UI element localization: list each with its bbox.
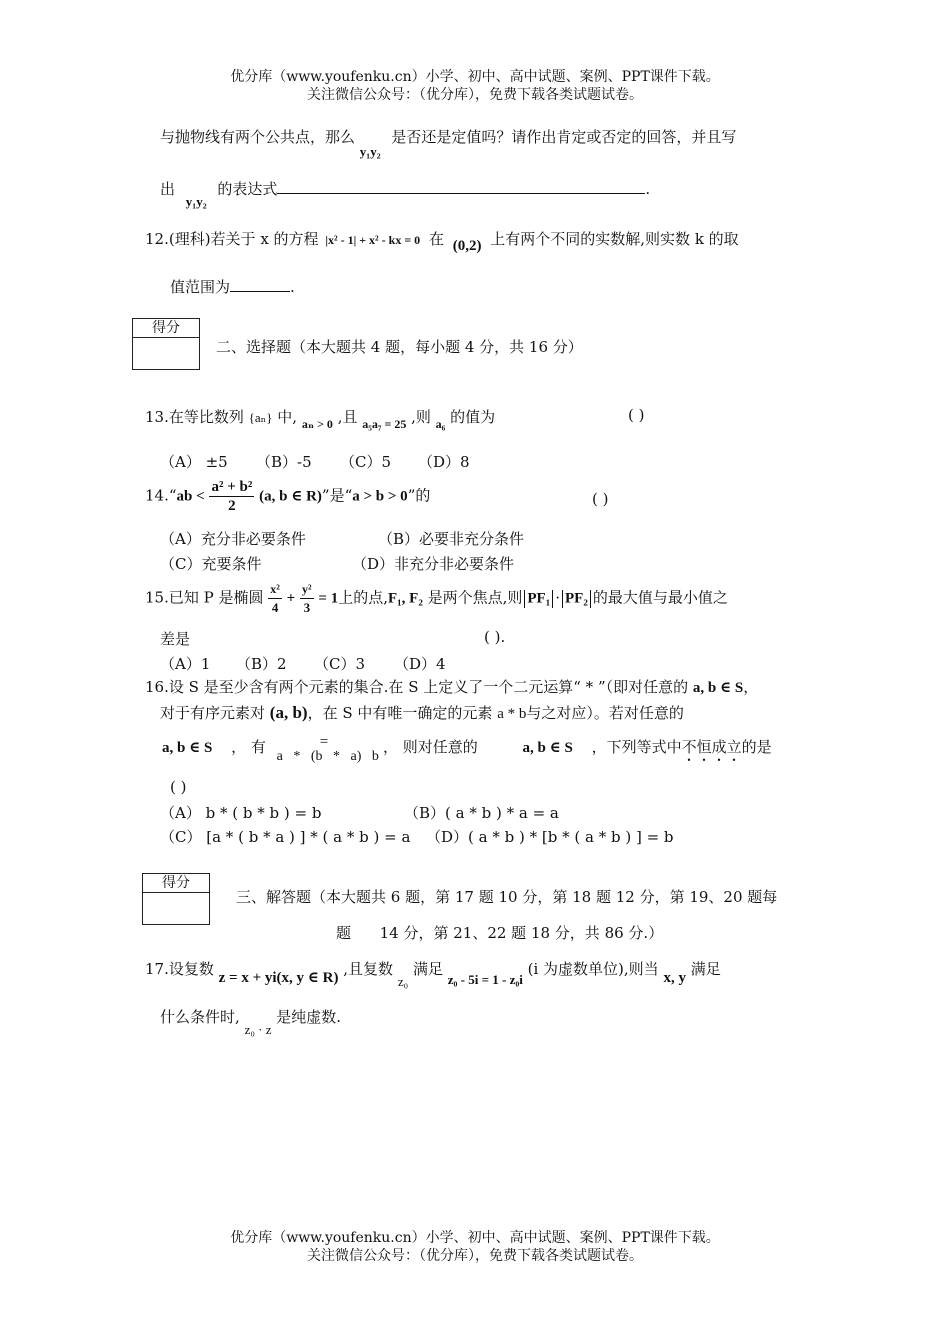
section2-title: 二、选择题（本大题共 4 题，每小题 4 分，共 16 分） — [216, 338, 583, 356]
q17-product: z₀ · z — [244, 1022, 272, 1037]
q16-l2-text: 对于有序元素对 — [160, 704, 266, 722]
q15-option-b[interactable]: （B）2 — [236, 655, 287, 673]
q16-l1-math: a, b ∈ S — [692, 680, 744, 696]
q12-equation: |x² - 1| + x² - kx = 0 — [325, 233, 421, 247]
q16-l2-op: a * b — [497, 706, 527, 722]
q14-stem — [145, 478, 430, 515]
q17-cond: z₀ - 5i = 1 - z₀i — [447, 972, 523, 987]
q17-equation: z = x + yi(x, y ∈ R) — [218, 970, 339, 986]
q15-option-d[interactable]: （D）4 — [394, 655, 446, 673]
q13-stem-c: ,且 — [337, 408, 358, 426]
q17-line-1 — [145, 958, 721, 989]
q15-fraction-x — [268, 580, 282, 617]
header-line-1: 优分库（www.youfenku.cn）小学、初中、高中试题、案例、PPT课件下载。 — [230, 69, 720, 85]
q13-stem — [145, 406, 496, 431]
q17-stem-c: 满足 — [412, 960, 443, 978]
q17-stem-b: ,且复数 — [343, 960, 394, 978]
q11-text-c: 出 — [160, 180, 176, 198]
q17-stem-e: 满足 — [690, 960, 721, 978]
q16-l1-text: 16.设 S 是至少含有两个元素的集合.在 S 上定义了一个二元运算“ * ”（即对任意的 — [145, 678, 689, 696]
q11-math-y1y2-b: y₁y₂ — [185, 194, 207, 209]
q15-stem — [145, 580, 728, 617]
q15-plus: + — [286, 590, 296, 607]
q17-stem-a: 17.设复数 — [145, 960, 214, 978]
q14-cond: a > b > 0 — [352, 488, 408, 505]
q14-rhs: (a, b ∈ R) — [259, 488, 322, 505]
q14-answer-paren[interactable]: ( ) — [592, 490, 609, 508]
q15-pf1: PF₁ — [527, 590, 551, 607]
q15-pf2: PF₂ — [565, 590, 588, 607]
q15-dot: · — [555, 588, 560, 607]
q17-stem-d: (i 为虚数单位),则当 — [527, 960, 659, 978]
q11-math-y1y2: y₁y₂ — [359, 144, 381, 159]
q15-foci: F₁, F₂ — [388, 590, 423, 607]
q16-l3-text-f: 的是 — [741, 738, 772, 756]
q16-line-2 — [160, 702, 684, 723]
q13-cond2: a₅a₇ = 25 — [362, 417, 407, 431]
q13-stem-a: 13.在等比数列 — [145, 408, 244, 426]
q14-frac-den: 2 — [228, 498, 236, 514]
q16-l3-math: a, b ∈ S — [162, 740, 213, 756]
q15-answer-paren[interactable]: ( ). — [484, 628, 506, 646]
q16-line-3 — [162, 736, 772, 765]
q13-stem-b: 中, — [277, 408, 298, 426]
q16-option-b[interactable]: （B）( a * b ) * a = a — [404, 804, 559, 822]
q16-l3-text: ， 有 — [231, 738, 266, 756]
q11-answer-blank[interactable] — [277, 179, 645, 194]
q12-answer-blank[interactable] — [230, 277, 290, 292]
q14-lhs: ab < — [176, 488, 205, 505]
section3-title-line-2: 题 14 分，第 21、22 题 18 分，共 86 分.） — [336, 924, 664, 942]
q12-stem: 12.(理科)若关于 x 的方程 — [145, 230, 319, 248]
q17-line2-text-b: 是纯虚数. — [276, 1008, 342, 1026]
q16-l2-pair: (a, b) — [269, 703, 308, 722]
q15-line-2: 差是 — [160, 630, 191, 648]
q14-option-a[interactable]: （A）充分非必要条件 — [160, 530, 306, 548]
q16-answer-paren[interactable]: ( ) — [170, 778, 187, 796]
q13-stem-e: 的值为 — [450, 408, 496, 426]
q15-fraction-y — [300, 580, 314, 617]
q13-target: a₆ — [435, 417, 446, 431]
q15-f2-num: y² — [300, 580, 314, 599]
q13-option-a[interactable]: （A） ±5 — [160, 453, 228, 471]
q13-answer-paren[interactable]: ( ) — [628, 406, 645, 424]
footer-line-2: 关注微信公众号：（优分库），免费下载各类试题试卷。 — [307, 1248, 643, 1264]
q12-mid: 在 — [428, 230, 444, 248]
q13-cond1: aₙ > 0 — [301, 417, 333, 431]
q15-stem-b: 上的点, — [338, 588, 388, 607]
q15-eq1: = 1 — [318, 590, 339, 607]
q16-option-a[interactable]: （A） b * ( b * b ) = b — [160, 804, 322, 822]
q13-option-c[interactable]: （C）5 — [340, 453, 392, 471]
q12-line2-text: 值范围为 — [170, 278, 231, 296]
q14-option-d[interactable]: （D）非充分非必要条件 — [352, 555, 515, 573]
q12-tail: 上有两个不同的实数解,则实数 k 的取 — [490, 230, 739, 248]
q16-l2-text-b: ，在 S 中有唯一确定的元素 — [307, 704, 493, 722]
footer-line-1: 优分库（www.youfenku.cn）小学、初中、高中试题、案例、PPT课件下载。 — [230, 1230, 720, 1246]
q15-option-c[interactable]: （C）3 — [314, 655, 366, 673]
q12-line-2 — [170, 276, 295, 297]
q16-l3-emph: 不恒成立 — [681, 738, 742, 756]
q16-l3-expr: a * (b * a) b — [276, 749, 379, 764]
q15-f1-num: x² — [268, 580, 282, 599]
q16-option-d[interactable]: （D）( a * b ) * [b * ( a * b ) ] = b — [426, 828, 674, 846]
q17-z0: z₀ — [397, 974, 409, 989]
q16-l3-text-c: ，下列等式中 — [591, 738, 682, 756]
q11-text: 与抛物线有两个公共点，那么 — [160, 128, 356, 146]
q16-line-1 — [145, 676, 758, 697]
q11-text-d: 的表达式 — [217, 180, 278, 198]
q15-stem-d: 的最大值与最小值之 — [592, 588, 728, 607]
q16-l3-eq: = — [319, 734, 329, 750]
q16-l2-text-d: 与之对应）。若对任意的 — [526, 704, 684, 722]
q14-frac-num: a² + b² — [211, 479, 253, 495]
q17-xy: x, y — [663, 970, 686, 986]
section3-score-label: 得分 — [143, 874, 209, 893]
q14-option-c[interactable]: （C）充要条件 — [160, 555, 262, 573]
q15-stem-c: 是两个焦点,则 — [427, 588, 523, 607]
section2-score-label: 得分 — [133, 319, 199, 338]
q11-text-b: 是否还是定值吗？请作出肯定或否定的回答，并且写 — [391, 128, 737, 146]
q14-option-b[interactable]: （B）必要非充分条件 — [378, 530, 525, 548]
q14-fraction — [209, 478, 254, 515]
q12-interval: (0,2) — [452, 238, 482, 254]
q16-l3-math-2: a, b ∈ S — [522, 740, 573, 756]
header-line-2: 关注微信公众号：（优分库），免费下载各类试题试卷。 — [307, 87, 643, 103]
section2-score-box — [132, 318, 200, 370]
q15-f2-den: 3 — [303, 600, 311, 615]
section3-title-line-1: 三、解答题（本大题共 6 题，第 17 题 10 分，第 18 题 12 分，第 19、20 题每 — [236, 888, 778, 906]
q14-stem-a: 14.“ — [145, 486, 177, 505]
q15-f1-den: 4 — [271, 600, 279, 615]
q15-option-a[interactable]: （A）1 — [160, 655, 211, 673]
q13-stem-d: ,则 — [411, 408, 431, 426]
q15-stem-a: 15.已知 P 是椭圆 — [145, 588, 264, 607]
q16-l1-end: ， — [743, 678, 759, 696]
q13-option-d[interactable]: （D）8 — [418, 453, 470, 471]
section3-score-box — [142, 873, 210, 925]
q12-end: . — [290, 278, 295, 296]
q11-line-1 — [160, 126, 737, 159]
q12-line-1 — [145, 228, 739, 254]
q16-l3-text-b: ， 则对任意的 — [382, 738, 478, 756]
q13-seq: {aₙ} — [248, 410, 273, 425]
q14-stem-b: ”是“ — [321, 486, 353, 505]
q11-line-2 — [160, 178, 651, 209]
q16-option-c[interactable]: （C） [a * ( b * a ) ] * ( a * b ) = a — [160, 828, 411, 846]
q17-line2-text: 什么条件时, — [160, 1008, 240, 1026]
q11-end: . — [645, 180, 651, 198]
q13-option-b[interactable]: （B）-5 — [256, 453, 312, 471]
q14-stem-c: ”的 — [407, 486, 431, 505]
q17-line-2 — [160, 1006, 342, 1037]
